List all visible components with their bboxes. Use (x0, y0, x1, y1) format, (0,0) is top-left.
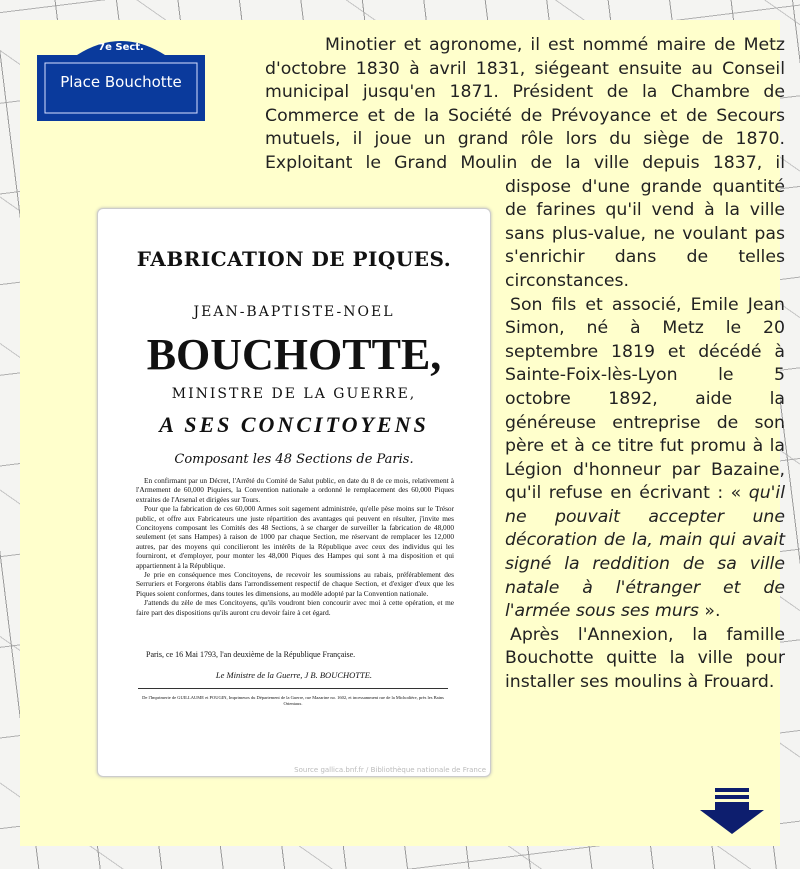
poster-imprint: De l'Imprimerie de GUILLAUME et POUGIN, Imprimeurs du Département de la Guerre, rue Mazarine no. 1602, et incessamment rue de la Michodière, près les Bains Orientaux. (142, 695, 444, 706)
paragraph-2-text: Son fils et associé, Emile Jean Simon, né à Metz le 20 septembre 1819 et décédé à Sainte-Foix-lès-Lyon le 5 octobre 1892, aide la généreuse entreprise de son père et à ce titre fut promu à la Légion d'honneur par Bazaine, qu'il refuse en écrivant : « (505, 294, 785, 504)
poster-subtitle: Composant les 48 Sections de Paris. (174, 452, 414, 467)
poster-surname: BOUCHOTTE, (146, 330, 442, 379)
poster-first-names: JEAN-BAPTISTE-NOEL (193, 304, 395, 320)
paragraph-1: Minotier et agronome, il est nommé maire de Metz d'octobre 1830 à avril 1831, siégeant ensuite au Conseil municipal jusqu'en 1871. Président de la Chambre de Commerce et de la Société de Prévoyance et de Secours mutuels, il joue un grand rôle lors du siège de 1870. Exploitant le Grand Moulin de la ville depuis 1837, il dispose d'une grande quantité de farines qu'il vend à la ville sans plus-value, ne voulant pas s'enrichir dans de telles circonstances. (265, 35, 785, 291)
poster-body (136, 476, 454, 617)
poster-paragraph: J'attends du zèle de mes Concitoyens, qu'ils voudront bien concourir avec moi à cette opération, et me faire part des dispositions qu'ils auront cru devoir faire à cet égard. (136, 598, 454, 617)
poster-signature: Le Ministre de la Guerre, J B. BOUCHOTTE. (215, 670, 373, 680)
image-source: Source gallica.bnf.fr / Bibliothèque nationale de France (294, 766, 486, 774)
arrow-down-icon[interactable] (698, 788, 766, 840)
poster-paragraph: Je prie en conséquence mes Concitoyens, de recevoir les soumissions au rabais, préférablement des Serruriers et Forgerons établis dans l'arrondissement respectif de chaque Section, et d'exiger d'eux que les Piques soient conformes, dans toutes les dimensions, au modèle adopté par la Convention nationale. (136, 570, 454, 598)
poster-title: FABRICATION DE PIQUES. (136, 247, 452, 271)
sign-name: Place Bouchotte (60, 73, 182, 91)
paragraph-3: Après l'Annexion, la famille Bouchotte quitte la ville pour installer ses moulins à Frouard. (505, 624, 785, 693)
poster-role: MINISTRE DE LA GUERRE, (171, 386, 417, 402)
sign-section: 7e Sect. (98, 42, 144, 53)
quote: qu'il ne pouvait accepter une décoration de la, main qui avait signé la reddition de sa ville natale à l'étranger et de l'armée sous ses murs (505, 483, 785, 622)
historical-poster-image (97, 208, 491, 777)
poster-paragraph: En confirmant par un Décret, l'Arrêté du Comité de Salut public, en date du 8 de ce mois, relativement à l'Armement de 60,000 Piquiers, la Convention nationale a ordonné le remplacement des 60,000 Piques extraites de l'Arsenal et dirigées sur Tours. (136, 476, 454, 504)
poster-address: A SES CONCITOYENS (159, 412, 429, 437)
poster-rule (138, 688, 448, 689)
quote-end: ». (698, 601, 721, 622)
poster-date: Paris, ce 16 Mai 1793, l'an deuxième de la République Française. (146, 650, 356, 659)
poster-paragraph: Pour que la fabrication de ces 60,000 Armes soit sagement administrée, qu'elle pèse moins sur le Trésor public, et offre aux Fabricateurs une juste répartition des avantages qui peuvent en résulter, j'invite mes Concitoyens composant les Comités des 48 Sections, à se charger de surveiller la fabrication de 48,000 seulement (et sans Hampes) à raison de 1000 par chaque Section, me réservant de remplacer les 12,000 autres, par des moyens qui concilieront les intérêts de la République avec ceux des individus qui les fourniront, et d'employer, pour monter les 48,000 Piques des Hampes qui sont à ma disposition et qui appartiennent à la République. (136, 504, 454, 570)
